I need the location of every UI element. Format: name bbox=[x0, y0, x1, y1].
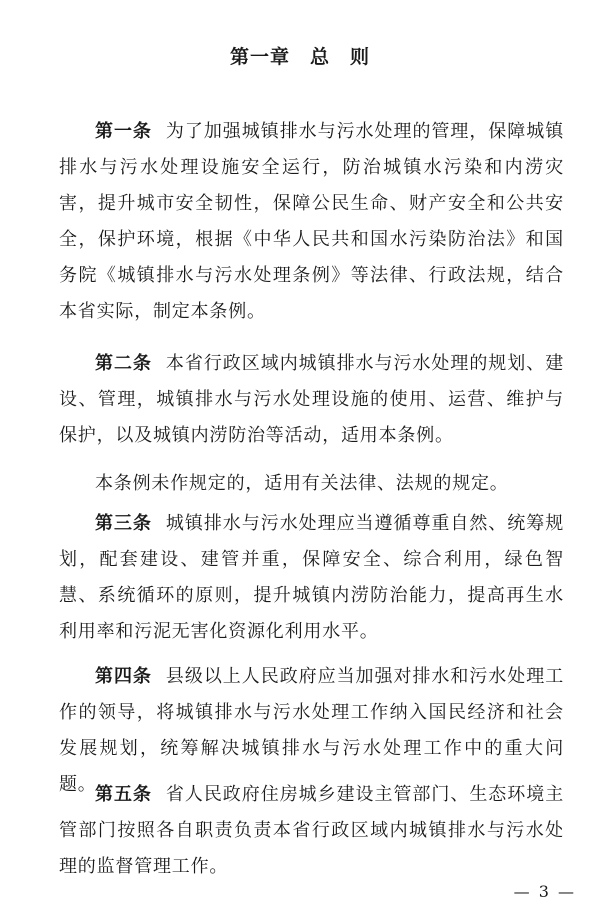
article-text: 为了加强城镇排水与污水处理的管理，保障城镇排水与污水处理设施安全运行，防治城镇水污染和内涝灾害，提升城市安全韧性，保障公民生命、财产安全和公共安全，保护环境，根据《中华人民共和国水污染防治法》和国务院《城镇排水与污水处理条例》等法律、行政法规，结合本省实际，制定本条例。 bbox=[59, 121, 564, 322]
article-text: 本省行政区域内城镇排水与污水处理的规划、建设、管理，城镇排水与污水处理设施的使用、运营、维护与保护，以及城镇内涝防治等活动，适用本条例。 bbox=[59, 353, 564, 446]
article-paragraph bbox=[59, 506, 564, 650]
article-text: 省人民政府住房城乡建设主管部门、生态环境主管部门按照各自职责负责本省行政区域内城镇排水与污水处理的监督管理工作。 bbox=[59, 784, 564, 877]
article-number: 第五条 bbox=[95, 784, 152, 805]
article-text: 城镇排水与污水处理应当遵循尊重自然、统筹规划，配套建设、建管并重，保障安全、综合利用，绿色智慧、系统循环的原则，提升城镇内涝防治能力，提高再生水利用率和污泥无害化资源化利用水平。 bbox=[59, 513, 564, 642]
article-number: 第二条 bbox=[95, 353, 152, 374]
article-number: 第四条 bbox=[95, 666, 152, 687]
article-paragraph bbox=[59, 777, 564, 885]
article-paragraph bbox=[59, 114, 564, 330]
page-number: — 3 — bbox=[513, 882, 576, 901]
article-paragraph bbox=[59, 346, 564, 454]
article-text: 本条例未作规定的，适用有关法律、法规的规定。 bbox=[95, 473, 509, 494]
chapter-title: 第一章 总 则 bbox=[229, 46, 370, 68]
article-subparagraph bbox=[59, 466, 564, 502]
article-number: 第一条 bbox=[95, 121, 152, 142]
article-text: 县级以上人民政府应当加强对排水和污水处理工作的领导，将城镇排水与污水处理工作纳入国民经济和社会发展规划，统筹解决城镇排水与污水处理工作中的重大问题。 bbox=[59, 666, 564, 795]
article-number: 第三条 bbox=[95, 513, 152, 534]
